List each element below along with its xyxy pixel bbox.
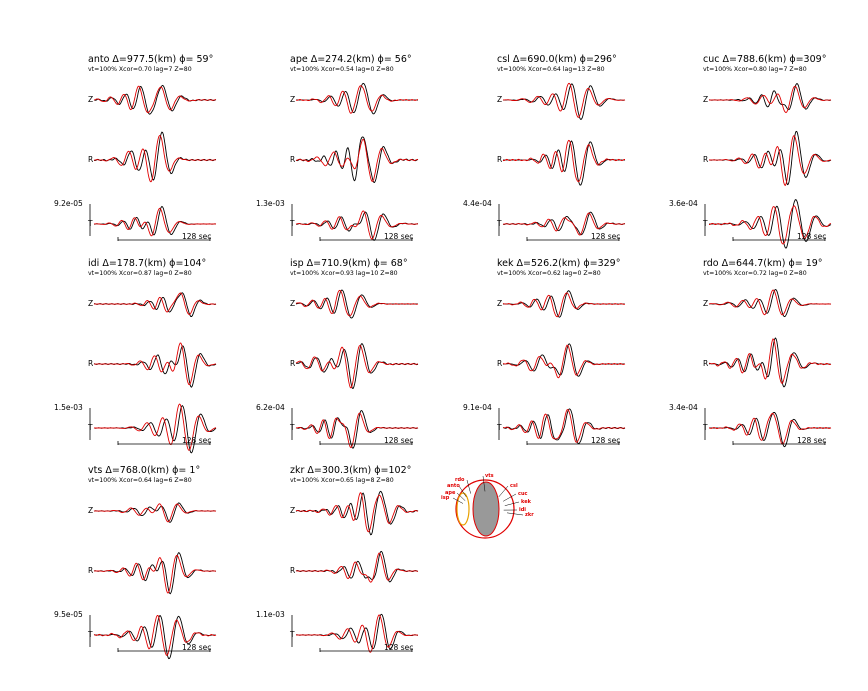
synthetic-trace-z <box>296 86 418 114</box>
station-panel-isp <box>256 258 418 448</box>
panel-subtitle: vt=100% Xcor=0.70 lag=7 Z=80 <box>88 66 192 73</box>
component-label-t: T <box>290 423 295 432</box>
panel-subtitle: vt=100% Xcor=0.64 lag=6 Z=80 <box>88 477 192 484</box>
component-label-z: Z <box>290 299 296 308</box>
component-label-t: T <box>88 423 93 432</box>
station-panel-csl <box>463 54 625 241</box>
component-label-r: R <box>497 359 503 368</box>
synthetic-trace-r <box>94 343 216 385</box>
panel-title: isp Δ=710.9(km) ϕ= 68° <box>290 258 408 269</box>
amplitude-scale-label: 6.2e-04 <box>256 403 285 412</box>
time-scale-label: 128 sec <box>182 232 212 241</box>
beachball-pressure-quadrant <box>473 482 499 536</box>
observed-trace-r <box>503 344 625 377</box>
observed-trace-r <box>296 344 418 389</box>
beachball-station-cuc: cuc <box>518 491 528 497</box>
station-panel-cuc <box>669 54 831 248</box>
time-scale-label: 128 sec <box>797 436 827 445</box>
beachball-station-csl: csl <box>510 483 518 489</box>
component-label-t: T <box>703 219 708 228</box>
panel-subtitle: vt=100% Xcor=0.54 lag=0 Z=80 <box>290 66 394 73</box>
amplitude-scale-label: 9.1e-04 <box>463 403 492 412</box>
synthetic-trace-r <box>296 553 418 582</box>
observed-trace-t <box>94 406 216 453</box>
panel-title: anto Δ=977.5(km) ϕ= 59° <box>88 54 214 65</box>
beachball-station-ape: ape <box>445 490 456 496</box>
component-label-t: T <box>497 219 502 228</box>
beachball-station-rdo: rdo <box>455 477 465 483</box>
panel-subtitle: vt=100% Xcor=0.65 lag=8 Z=80 <box>290 477 394 484</box>
amplitude-scale-label: 1.5e-03 <box>54 403 83 412</box>
synthetic-trace-r <box>709 136 831 186</box>
observed-trace-r <box>709 131 831 184</box>
observed-trace-t <box>94 207 216 235</box>
synthetic-trace-z <box>94 293 216 315</box>
component-label-t: T <box>497 423 502 432</box>
synthetic-trace-z <box>94 504 216 522</box>
panel-title: rdo Δ=644.7(km) ϕ= 19° <box>703 258 823 269</box>
synthetic-trace-r <box>503 345 625 378</box>
observed-trace-r <box>94 132 216 180</box>
component-label-z: Z <box>703 95 709 104</box>
component-label-z: Z <box>497 299 503 308</box>
panel-subtitle: vt=100% Xcor=0.64 lag=13 Z=80 <box>497 66 605 73</box>
observed-trace-z <box>94 293 216 317</box>
time-scale-label: 128 sec <box>591 436 621 445</box>
focal-mechanism-beachball <box>441 473 534 538</box>
observed-trace-z <box>709 290 831 317</box>
observed-trace-r <box>94 553 216 594</box>
station-panel-zkr <box>256 465 418 652</box>
time-scale-label: 128 sec <box>182 643 212 652</box>
component-label-z: Z <box>703 299 709 308</box>
amplitude-scale-label: 3.4e-04 <box>669 403 698 412</box>
component-label-r: R <box>88 155 94 164</box>
component-label-r: R <box>88 566 94 575</box>
component-label-z: Z <box>88 299 94 308</box>
observed-trace-z <box>94 503 216 522</box>
panel-title: zkr Δ=300.3(km) ϕ=102° <box>290 465 412 476</box>
component-label-r: R <box>703 359 709 368</box>
observed-trace-r <box>94 346 216 387</box>
observed-trace-r <box>296 137 418 183</box>
component-label-r: R <box>88 359 94 368</box>
synthetic-trace-z <box>296 493 418 532</box>
beachball-station-vts: vts <box>485 473 494 479</box>
panel-subtitle: vt=100% Xcor=0.87 lag=0 Z=80 <box>88 270 192 277</box>
amplitude-scale-label: 4.4e-04 <box>463 199 492 208</box>
beachball-station-kek: kek <box>521 499 531 505</box>
component-label-r: R <box>290 566 296 575</box>
synthetic-trace-r <box>94 555 216 593</box>
synthetic-trace-z <box>94 86 216 112</box>
amplitude-scale-label: 3.6e-04 <box>669 199 698 208</box>
component-label-z: Z <box>497 95 503 104</box>
component-label-t: T <box>88 219 93 228</box>
component-label-t: T <box>88 630 93 639</box>
panel-subtitle: vt=100% Xcor=0.80 lag=7 Z=80 <box>703 66 807 73</box>
beachball-station-zkr: zkr <box>525 512 534 518</box>
component-label-r: R <box>703 155 709 164</box>
amplitude-scale-label: 1.3e-03 <box>256 199 285 208</box>
panel-subtitle: vt=100% Xcor=0.93 lag=10 Z=80 <box>290 270 398 277</box>
component-label-z: Z <box>290 506 296 515</box>
panel-title: vts Δ=768.0(km) ϕ= 1° <box>88 465 201 476</box>
beachball-station-idi: idi <box>519 507 527 513</box>
synthetic-trace-r <box>503 140 625 181</box>
beachball-station-isp: isp <box>441 495 450 501</box>
station-panel-ape <box>256 54 418 241</box>
time-scale-label: 128 sec <box>797 232 827 241</box>
panel-title: idi Δ=178.7(km) ϕ=104° <box>88 258 207 269</box>
amplitude-scale-label: 9.5e-05 <box>54 610 83 619</box>
station-panel-vts <box>54 465 216 659</box>
component-label-z: Z <box>88 95 94 104</box>
observed-trace-r <box>296 551 418 582</box>
component-label-t: T <box>703 423 708 432</box>
panel-subtitle: vt=100% Xcor=0.72 lag=0 Z=80 <box>703 270 807 277</box>
component-label-r: R <box>290 155 296 164</box>
synthetic-trace-z <box>709 290 831 315</box>
panel-title: kek Δ=526.2(km) ϕ=329° <box>497 258 621 269</box>
observed-trace-z <box>709 84 831 110</box>
component-label-r: R <box>497 155 503 164</box>
panel-title: cuc Δ=788.6(km) ϕ=309° <box>703 54 827 65</box>
observed-trace-z <box>296 83 418 114</box>
synthetic-trace-r <box>709 339 831 383</box>
time-scale-label: 128 sec <box>384 436 414 445</box>
time-scale-label: 128 sec <box>384 643 414 652</box>
panel-subtitle: vt=100% Xcor=0.62 lag=0 Z=80 <box>497 270 601 277</box>
panel-title: csl Δ=690.0(km) ϕ=296° <box>497 54 617 65</box>
component-label-z: Z <box>88 506 94 515</box>
amplitude-scale-label: 9.2e-05 <box>54 199 83 208</box>
station-panel-anto <box>54 54 216 241</box>
time-scale-label: 128 sec <box>591 232 621 241</box>
component-label-r: R <box>290 359 296 368</box>
component-label-z: Z <box>290 95 296 104</box>
component-label-t: T <box>290 219 295 228</box>
station-panel-kek <box>463 258 625 445</box>
observed-trace-z <box>296 491 418 535</box>
time-scale-label: 128 sec <box>182 436 212 445</box>
station-panel-rdo <box>669 258 831 447</box>
time-scale-label: 128 sec <box>384 232 414 241</box>
beachball-station-anto: anto <box>447 483 460 489</box>
component-label-t: T <box>290 630 295 639</box>
station-panel-idi <box>54 258 216 453</box>
amplitude-scale-label: 1.1e-03 <box>256 610 285 619</box>
panel-title: ape Δ=274.2(km) ϕ= 56° <box>290 54 412 65</box>
observed-trace-r <box>709 338 831 387</box>
